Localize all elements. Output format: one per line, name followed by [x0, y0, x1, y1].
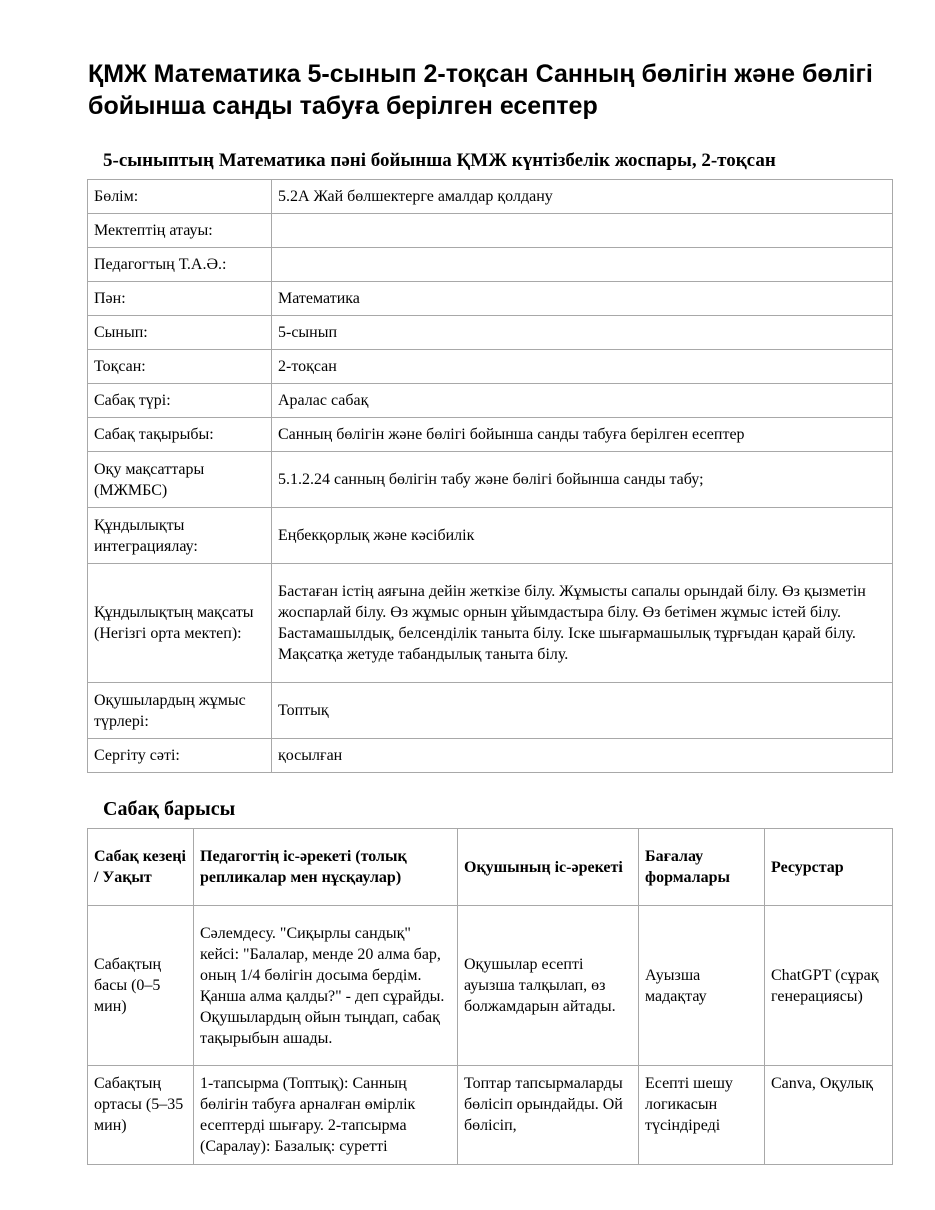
assessment-cell: Ауызша мадақтау — [639, 906, 765, 1066]
teacher-activity-cell: Сәлемдесу. "Сиқырлы сандық" кейсі: "Балалар, менде 20 алма бар, оның 1/4 бөлігін досыма бердім. Қанша алма қалды?" - деп сұрайды. Оқушылардың ойын тыңдап, сабақ тақырыбын ашады. — [194, 906, 458, 1066]
info-row-lesson-type — [88, 384, 893, 418]
student-activity-cell: Оқушылар есепті ауызша талқылап, өз болжамдарын айтады. — [458, 906, 639, 1066]
resources-cell: ChatGPT (сұрақ генерациясы) — [765, 906, 893, 1066]
info-label: Оқушылардың жұмыс түрлері: — [88, 683, 272, 739]
info-row-grade — [88, 316, 893, 350]
info-label: Оқу мақсаттары (МЖМБС) — [88, 452, 272, 508]
column-header-student-activity: Оқушының іс-әрекеті — [458, 829, 639, 906]
resources-cell: Canva, Оқулық — [765, 1066, 893, 1165]
info-label: Құндылықтың мақсаты (Негізгі орта мектеп): — [88, 564, 272, 683]
info-row-subject — [88, 282, 893, 316]
document-title: ҚМЖ Математика 5-сынып 2-тоқсан Санның бөлігін және бөлігі бойынша санды табуға берілген есептер — [88, 60, 873, 120]
info-row-teacher — [88, 248, 893, 282]
info-row-objectives — [88, 452, 893, 508]
info-label: Мектептің атауы: — [88, 214, 272, 248]
info-label: Сабақ тақырыбы: — [88, 418, 272, 452]
info-value: Математика — [272, 282, 893, 316]
info-label: Педагогтың Т.А.Ә.: — [88, 248, 272, 282]
table-row — [88, 1066, 893, 1165]
info-value: 5.1.2.24 санның бөлігін табу және бөлігі бойынша санды табу; — [272, 452, 893, 508]
info-value: Аралас сабақ — [272, 384, 893, 418]
info-value — [272, 214, 893, 248]
info-value: Еңбекқорлық және кәсібилік — [272, 508, 893, 564]
info-label: Сынып: — [88, 316, 272, 350]
info-row-break — [88, 739, 893, 773]
info-value: қосылған — [272, 739, 893, 773]
info-value: 5.2А Жай бөлшектерге амалдар қолдану — [272, 180, 893, 214]
column-header-assessment: Бағалау формалары — [639, 829, 765, 906]
student-activity-cell: Топтар тапсырмаларды бөлісіп орындайды. Ой бөлісіп, — [458, 1066, 639, 1165]
info-row-value-integration — [88, 508, 893, 564]
column-header-stage: Сабақ кезеңі / Уақыт — [88, 829, 194, 906]
info-row-work-types — [88, 683, 893, 739]
table-row — [88, 906, 893, 1066]
column-header-teacher-activity: Педагогтің іс-әрекеті (толық репликалар мен нұсқаулар) — [194, 829, 458, 906]
lesson-stage-cell: Сабақтың ортасы (5–35 мин) — [88, 1066, 194, 1165]
info-value: Топтық — [272, 683, 893, 739]
column-header-resources: Ресурстар — [765, 829, 893, 906]
assessment-cell: Есепті шешу логикасын түсіндіреді — [639, 1066, 765, 1165]
plan-info-heading: 5-сыныптың Математика пәні бойынша ҚМЖ күнтізбелік жоспары, 2-тоқсан — [103, 150, 776, 171]
info-value: Бастаған істің аяғына дейін жеткізе білу. Жұмысты сапалы орындай білу. Өз қызметін жоспарлай білу. Өз жұмыс орнын ұйымдастыра білу. Өз бетімен жұмыс істей білу. Бастамашылдық, белсенділік таныта білу. Іске шығармашылық тұрғыдан қарай білу. Мақсатқа жетуде табандылық таныта білу. — [272, 564, 893, 683]
info-value: 5-сынып — [272, 316, 893, 350]
info-row-value-goal — [88, 564, 893, 683]
lesson-progress-heading: Сабақ барысы — [103, 798, 236, 820]
lesson-progress-table — [87, 828, 893, 1165]
info-row-school — [88, 214, 893, 248]
info-value: Санның бөлігін және бөлігі бойынша санды табуға берілген есептер — [272, 418, 893, 452]
info-row-lesson-topic — [88, 418, 893, 452]
info-value — [272, 248, 893, 282]
info-label: Құндылықты интеграциялау: — [88, 508, 272, 564]
lesson-header-row — [88, 829, 893, 906]
info-value: 2-тоқсан — [272, 350, 893, 384]
info-label: Пән: — [88, 282, 272, 316]
info-label: Тоқсан: — [88, 350, 272, 384]
info-label: Сабақ түрі: — [88, 384, 272, 418]
info-label: Сергіту сәті: — [88, 739, 272, 773]
lesson-stage-cell: Сабақтың басы (0–5 мин) — [88, 906, 194, 1066]
teacher-activity-cell: 1-тапсырма (Топтық): Санның бөлігін табуға арналған өмірлік есептерді шығару. 2-тапсырма (Саралау): Базалық: суретті — [194, 1066, 458, 1165]
info-row-section — [88, 180, 893, 214]
plan-info-table — [87, 179, 893, 773]
info-label: Бөлім: — [88, 180, 272, 214]
info-row-quarter — [88, 350, 893, 384]
